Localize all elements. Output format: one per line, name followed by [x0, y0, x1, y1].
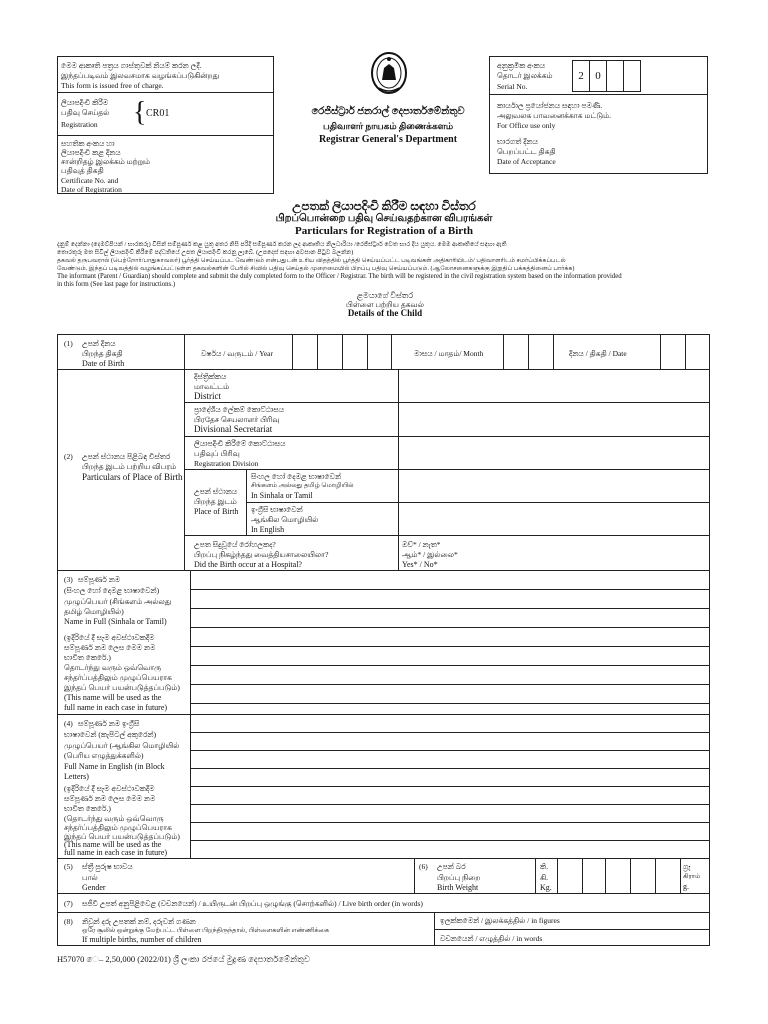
pob-label: பிறந்த இடம் [194, 497, 237, 506]
instructions-ta-1: தகவல் தருபவரால் (பெற்றோர்/பாதுகாவலர்) பூர்த்தி செய்யப்பட வேண்டும் என்பதுடன் உரிய விதத்தில் பூர்த்தி செய்யப்பட்ட படிவங்கள் அதிகாரியிடம்/ பதிவாளரிடம் சமர்ப்பிக்கப்படல் [57, 257, 566, 264]
row4-label-line: සම්පූර්ණ නම ඉංග්‍රීසි [78, 719, 140, 728]
office-label-en: For Office use only [497, 121, 556, 130]
section-title-si: ළමයාගේ විස්තර [356, 291, 414, 300]
row3-label-line: සම්පූර්ණ නම [78, 575, 121, 584]
serial-digit[interactable] [607, 61, 624, 92]
rd-label: ලියාපදිංචි කිරීමේ කොට්ඨාසය [194, 439, 286, 448]
row4-label-line: (ඉදිරියේ දී සෑම අවස්ථාවකදීම [64, 784, 155, 793]
yesno-option[interactable]: ඔව්* / නැත* [402, 540, 441, 549]
row4-label-line: (பெரிய எழுத்துக்களில்) [64, 751, 144, 760]
rd-label: பதிவுப் பிரிவு [194, 449, 240, 458]
serial-label-ta: தொடர் இலக்கம் [497, 71, 553, 80]
gender-label-ta: பால் [82, 873, 98, 882]
in-words-label: වචනයෙන් / எழுத்தில் / in words [440, 934, 543, 943]
yesno-option[interactable]: ஆம்* / இல்லை* [402, 550, 458, 559]
row3-label-line: full name in each case in future) [64, 703, 168, 712]
row4-label-line: (This name will be used as the [64, 840, 162, 849]
row3-label-line: சந்தர்ப்பத்திலும் முழுப்பெயராக [64, 673, 172, 682]
yesno-option[interactable]: Yes* / No* [402, 560, 438, 569]
english-label: In English [251, 525, 285, 534]
cert-label-line: சான்றிதழ் இலக்கம் மற்றும் [61, 157, 151, 166]
multiple-births-label-si: නිවුන් දරු උපතක් නම්, දරුවන් ගණන [82, 917, 196, 926]
kg-unit: Kg. [540, 883, 552, 892]
dept-title-en: Registrar General's Department [318, 134, 458, 145]
gram-unit: g. [683, 882, 689, 891]
cert-label-line: ලියාපදිංචි කළ දිනය [61, 148, 121, 157]
cert-label-line: සහතික අංකය හා [61, 139, 115, 148]
row3-label-line: முழுப்பெயர் (சிங்களம் அல்லது [64, 597, 172, 606]
free-note-ta: இந்தப்படிவம் இலவசமாக வழங்கப்படுகின்றது [61, 71, 220, 80]
month-label: මාසය / மாதம்/ Month [414, 349, 484, 358]
instructions-ta-2: வேண்டும். இந்தப் படிவத்தில் வழங்கப்பட்டுள்ள தகவல்களின் பேரில் சிவில் பதிவு செய்தல் முறைமையில் பிறப்பு பதிவு செய்யப்படும். (ஆலோசனைகளுக்கு இறுதிப் பக்கத்தினைப் பார்க்க) [57, 265, 575, 272]
in-figures-label: ඉලක්කමෙන් / இலக்கத்தில் / in figures [440, 916, 560, 925]
kg-unit: කි. [540, 862, 548, 871]
national-emblem-icon [369, 50, 409, 96]
pob-label: Place of Birth [194, 507, 239, 516]
district-label: District [194, 391, 221, 401]
serial-label-en: Serial No. [497, 82, 528, 91]
row3-label-line: (සිංහල හෝ දෙමළ භාෂාවෙන්) [64, 586, 160, 595]
print-footer: H57070 ෙ– 2,50,000 (2022/01) ශ්‍රී ලංකා රජයේ මුද්‍රණ දෙපාර්තමේන්තුව [57, 954, 311, 964]
english-label: ஆங்கில மொழியில் [251, 515, 319, 524]
row4-label-line: භාවිත කෙරේ.) [64, 804, 111, 813]
office-label-si: කාර්යාල ප්‍රයෝජනය සඳහා පමණි. [497, 101, 603, 110]
name-in-full-input[interactable] [191, 571, 709, 714]
row1-label-ta: பிறந்த திகதி [82, 349, 123, 358]
full-name-english-input[interactable] [191, 715, 709, 857]
birth-order-label: සජීවී උපත් අනුපිළිවෙළ (වචනයෙන්) / உயிருடன் பிறப்பு ஒழுங்கு (சொற்களில்) / Live birth order (in words) [82, 899, 423, 908]
cert-label-line: Certificate No. and [61, 176, 119, 185]
row-number: (8) [64, 917, 73, 926]
pob-label: උපන් ස්ථානය [194, 487, 238, 496]
registration-label-si: ලියාපදිංචි කිරීම [61, 98, 109, 107]
rd-label: Registration Division [194, 459, 259, 468]
ds-label: பிரதேச செயலாளர் பிரிவு [194, 415, 280, 424]
row-number: (1) [64, 339, 73, 348]
instructions-si-2: තොරතුරු මත සිවිල් ලියාපදිංචි කිරීමේ පද්ධතියේ උපත ලියාපදිංචි කරනු ලැබේ. (උපදෙස් සඳහා අවසාන පිටුව බලන්න) [57, 249, 354, 256]
hospital-label: Did the Birth occur at a Hospital? [194, 560, 302, 569]
row1-label-en: Date of Birth [82, 359, 125, 368]
form-title-si: උපතක් ලියාපදිංචි කිරීම සඳහා විස්තර [292, 199, 476, 213]
accept-label-ta: பெறப்பட்ட திகதி [497, 147, 556, 156]
date-label: දිනය / திகதி / Date [569, 349, 627, 358]
accept-label-en: Date of Acceptance [497, 157, 556, 166]
gram-unit: ග්‍රෑ [683, 862, 691, 871]
row-number: (3) [64, 575, 73, 584]
row4-label-line: Full Name in English (in Block [64, 762, 165, 771]
row-number: (5) [64, 862, 73, 871]
gender-label-en: Gender [82, 883, 106, 892]
serial-digit[interactable] [624, 61, 641, 92]
row3-label-line: தமிழ் மொழியில்) [64, 607, 124, 616]
row-number: (7) [64, 899, 73, 908]
section-title-ta: பிள்ளை பற்றிய தகவல் [346, 300, 424, 309]
cert-label-line: பதிவுத் திகதி [61, 166, 104, 175]
gender-input[interactable] [191, 859, 413, 893]
row2-label-ta: பிறந்த இடம் பற்றிய விபரம் [82, 462, 177, 471]
birth-weight-label-si: උපන් බර [437, 862, 466, 871]
row4-label-line: சந்தர்ப்பத்திலும் முழுப்பெயராக [64, 823, 172, 832]
office-label-ta: அலுவலக பாவனைக்காக மட்டும். [497, 111, 611, 120]
bracket: { [133, 97, 147, 128]
instructions-en-2: in this form (See last page for instructions.) [57, 281, 176, 288]
year-label: වර්ෂය / வருடம் / Year [201, 349, 274, 358]
row4-label-line: (தொடர்ந்து வரும் ஒவ்வொரு [64, 814, 164, 823]
dept-title-ta: பதிவாளர் நாயகம் திணைக்களம் [322, 121, 454, 131]
serial-number-boxes[interactable] [572, 60, 641, 92]
registration-label-ta: பதிவு செய்தல் [61, 108, 110, 117]
registration-code: CR01 [146, 108, 170, 119]
serial-digit[interactable]: 0 [590, 61, 607, 92]
district-label: දිස්ත්‍රික්කය [194, 372, 227, 381]
section-title-en: Details of the Child [347, 308, 423, 318]
serial-label-si: අනුක්‍රමික අංකය [497, 61, 546, 70]
multiple-births-label-ta: ஒரே சூலில் ஒன்றுக்கு மேற்பட்ட பிள்ளை பிறந்திருந்தால், பிள்ளைகளின் எண்ணிக்கை [82, 927, 329, 934]
form-title-en: Particulars for Registration of a Birth [295, 225, 473, 237]
row3-label-line: භාවිත කෙරේ.) [64, 653, 111, 662]
registration-label-en: Registration [61, 120, 98, 129]
form-title-ta: பிறப்பொன்றை பதிவு செய்வதற்கான விபரங்கள் [275, 213, 493, 224]
row3-label-line: Name in Full (Sinhala or Tamil) [64, 617, 167, 626]
row-number: (4) [64, 719, 73, 728]
row-number: (2) [64, 452, 73, 461]
row2-label-en: Particulars of Place of Birth [82, 472, 183, 482]
dept-title-si: රෙජිස්ට්‍රාර් ජනරාල් දෙපාර්තමේන්තුව [311, 106, 465, 117]
birth-weight-label-ta: பிறப்பு நிறை [437, 873, 481, 882]
gender-label-si: ස්ත්‍රී පුරුෂ භාවය [82, 862, 133, 871]
free-note-en: This form is issued free of charge. [61, 81, 164, 90]
ds-label: Divisional Secretariat [194, 424, 273, 434]
free-note-si: මෙම ආකෘති පත්‍රය ගාස්තුවක් නියම් කරන ලදී. [61, 61, 202, 70]
english-label: ඉංග්‍රීසි භාෂාවෙන් [251, 505, 303, 514]
row2-label-si: උපන් ස්ථානය පිළිබඳ විස්තර [82, 452, 171, 461]
serial-digit[interactable]: 2 [573, 61, 590, 92]
instructions-en-1: The informant (Parent / Guardian) should complete and submit the duly completed form to the Officer / Registrar. The birth will be registered in the civil registration system based on the information provided [57, 273, 622, 280]
hospital-label: උපත සිදුවූයේ රෝහලකද? [194, 540, 276, 549]
sinhala-label: සිංහල හෝ දෙමළ භාෂාවෙන් [251, 472, 342, 481]
row3-label-line: தொடர்ந்து வரும் ஒவ்வொரு [64, 663, 162, 672]
row4-label-line: Letters) [64, 772, 89, 781]
row3-label-line: இந்தப் பெயர் பயன்படுத்தப்படும்) [64, 683, 180, 692]
row4-label-line: இந்தப் பெயர் பயன்படுத்தப்படும்) [64, 832, 180, 841]
instructions-si-1: දැනුම් දෙන්නා (දෙමව්පියන් / භාරකරු) විසින් සම්පූර්ණ කළ යුතු අතර නිසි පරිදි සම්පූර්ණ කරන ලද ආකෘතිය නිලධාරියා /රෙජිස්ට්‍රාර් වෙත භාර දිය යුතුය. මෙම ආකෘතියේ සඳහා ඇති [57, 241, 507, 248]
row1-label-si: උපන් දිනය [82, 339, 116, 348]
birth-weight-label-en: Birth Weight [437, 883, 479, 892]
row-number: (6) [419, 862, 428, 871]
ds-label: ප්‍රාදේශීය ලේකම් කොට්ඨාසය [194, 405, 285, 414]
district-label: மாவட்டம் [194, 382, 230, 391]
kg-unit: கி. [540, 873, 549, 882]
row4-label-line: සම්පූර්ණ නම ලෙස මෙම නම [64, 794, 156, 803]
sinhala-label: சிங்களம் அல்லது தமிழ் மொழியில் [251, 482, 354, 489]
row3-label-line: සම්පූර්ණ නම ලෙස මෙම නම [64, 643, 156, 652]
row4-label-line: full name in each case in future) [64, 848, 168, 857]
row4-label-line: முழுப்பெயர் (ஆங்கில மொழியில் [64, 741, 180, 750]
multiple-births-label-en: If multiple births, number of children [82, 935, 202, 944]
row4-label-line: භාෂාවෙන් (කැපිටල් අකුරෙන්) [64, 730, 157, 739]
accept-label-si: භාරගත් දිනය [497, 137, 539, 146]
row3-label-line: (ඉදිරියේ දී සෑම අවස්ථාවකදීම [64, 633, 155, 642]
gram-unit: கிராம் [683, 873, 701, 880]
sinhala-label: In Sinhala or Tamil [251, 491, 313, 500]
hospital-label: பிறப்பு நிகழ்ந்தது வைத்தியசாலையிலா? [194, 550, 329, 559]
cert-label-line: Date of Registration [61, 185, 122, 194]
row3-label-line: (This name will be used as the [64, 693, 162, 702]
